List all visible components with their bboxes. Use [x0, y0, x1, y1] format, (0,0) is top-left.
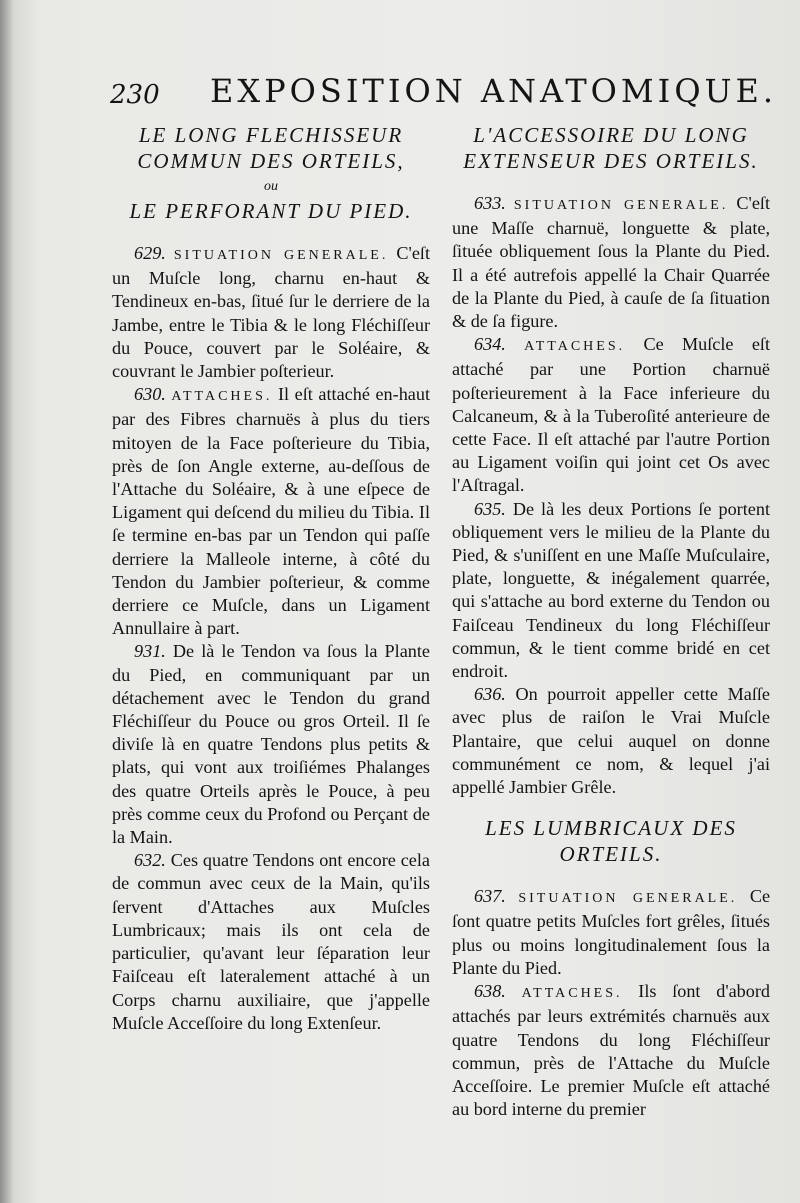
- paragraph-630: 630. ATTACHES. Il eſt attaché en-haut par des Fibres charnuës à plus du tiers mitoyen de la Face poſterieure du Tibia, près de ſon Angle externe, au-deſſous de l'Attache du Soléaire, & à une eſpece de Ligament qui deſcend du milieu du Tibia. Il ſe termine en-bas par un Tendon qui paſſe derriere la Malleole interne, à côté du Tendon du Jambier poſterieur, & comme derriere ce Muſcle, dans un Ligament Annullaire à part.: [112, 384, 431, 639]
- page-number: 230: [110, 80, 160, 110]
- section-title-perforant: LE PERFORANT DU PIED.: [129, 199, 413, 223]
- paragraph-631: 931. De là le Tendon va ſous la Plante du Pied, en communiquant par un détachement avec le Tendon du grand Fléchiſſeur du Pouce ou gros Orteil. Il ſe diviſe là en quatre Tendons plus petits & plats, qui vont aux troiſiémes Phalanges des quatre Orteils après le Pouce, à peu près comme ceux du Profond ou Perçant de la Main.: [112, 641, 430, 848]
- running-title: EXPOSITION ANATOMIQUE.: [210, 72, 778, 110]
- paragraph-635: 635. De là les deux Portions ſe portent obliquement vers le milieu de la Plante du Pied, & s'uniſſent en une Maſſe Muſculaire, plate, longuette, & inégalement quarrée, qui s'attache au bord externe du Tendon ou Faiſceau Tendineux du long Fléchiſſeur commun, & le tient comme bridé en cet endroit.: [452, 498, 770, 682]
- paragraph-637: 637. SITUATION GENERALE. Ce ſont quatre petits Muſcles fort grêles, ſitués plus ou moins longitudinalement ſous la Plante du Pied.: [452, 886, 771, 978]
- paragraph-636: 636. On pourroit appeller cette Maſſe avec plus de raiſon le Vrai Muſcle Plantaire, que celui auquel on donne communément ce nom, & lequel j'ai appellé Jambier Grêle.: [452, 684, 770, 798]
- section-title-accessoire: L'ACCESSOIRE DU LONG EXTENSEUR DES ORTEILS.: [463, 123, 759, 173]
- page-header: [110, 72, 778, 112]
- paragraph-634: 634. ATTACHES. Ce Muſcle eſt attaché par une Portion charnuë poſterieurement à la Face inferieure du Calcaneum, & à la Tuberoſité anterieure de cette Face. Il eſt attaché par l'autre Portion au Ligament voiſin qui joint cet Os avec l'Aſtragal.: [452, 334, 771, 496]
- left-column: [112, 120, 430, 1035]
- paragraph-632: 632. Ces quatre Tendons ont encore cela de commun avec ceux de la Main, qu'ils ſervent d'Attaches aux Muſcles Lumbricaux; mais ils ont cela de particulier, qu'avant leur ſéparation leur Faiſceau eſt lateralement attaché à un Corps charnu auxiliaire, que j'appelle Muſcle Acceſſoire du long Extenſeur.: [112, 850, 430, 1033]
- right-column: [452, 120, 770, 1121]
- paragraph-633: 633. SITUATION GENERALE. C'eſt une Maſſe charnuë, longuette & plate, ſituée obliquement ſous la Plante du Pied. Il a été autrefois appellé la Chair Quarrée de la Plante du Pied, à cauſe de ſa ſituation & de ſa figure.: [452, 193, 770, 332]
- section-title-lumbricaux: LES LUMBRICAUX DES ORTEILS.: [485, 816, 737, 867]
- paragraph-629: 629. SITUATION GENERALE. C'eſt un Muſcle long, charnu en-haut & Tendineux en-bas, ſitué ſur le derriere de la Jambe, entre le Tibia & le long Fléchiſſeur du Pouce, couvert par le Soléaire, & couvrant le Jambier poſterieur.: [112, 243, 430, 382]
- paragraph-638: 638. ATTACHES. Ils ſont d'abord attachés par leurs extrémités charnuës aux quatre Tendons du long Fléchiſſeur commun, près de l'Attache du Muſcle Acceſſoire. Le premier Muſcle eſt attaché au bord interne du premier: [452, 981, 771, 1120]
- section-title-long-flechisseur: LE LONG FLECHISSEUR COMMUN DES ORTEILS,: [137, 123, 405, 173]
- section-title-or: ou: [264, 179, 278, 194]
